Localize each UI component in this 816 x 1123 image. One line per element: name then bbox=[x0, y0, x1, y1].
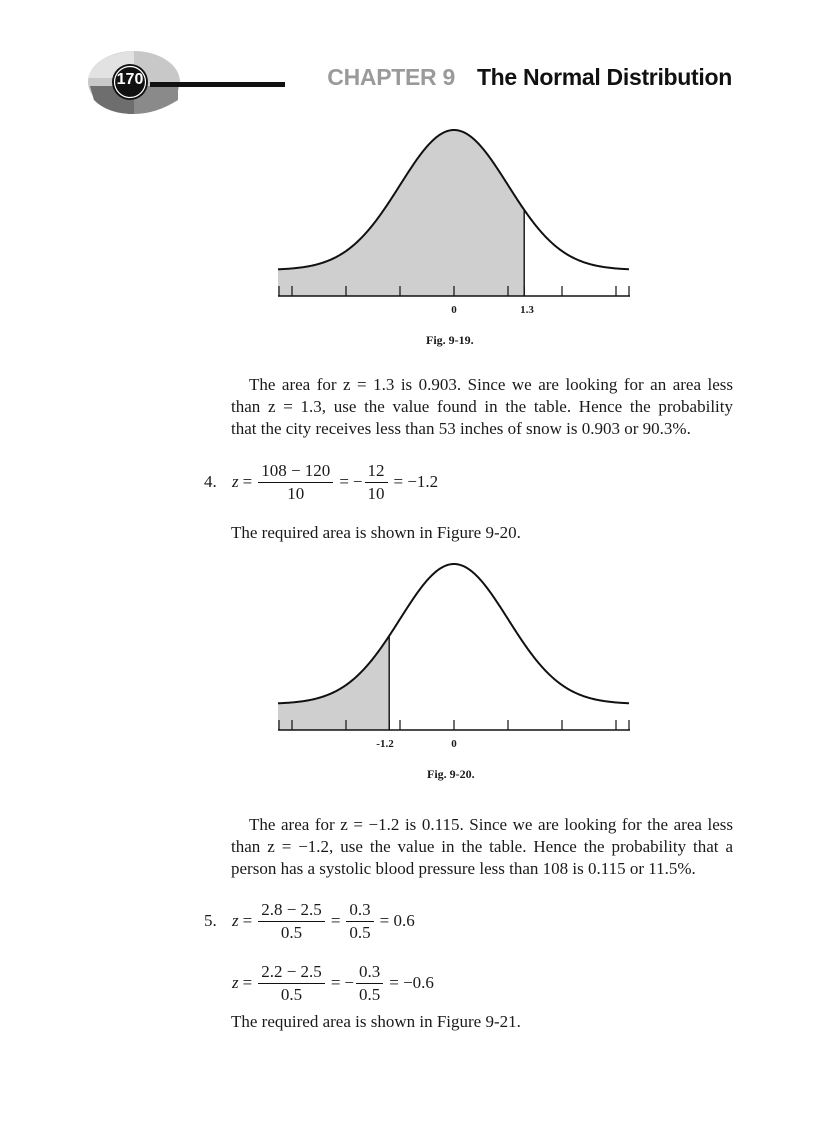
equation-5b bbox=[232, 958, 434, 1008]
paragraph-line: than z = 1.3, use the value found in the table. Hence the probability bbox=[231, 397, 733, 416]
figure-9-19 bbox=[278, 124, 630, 324]
fig20-tick-label-0: -1.2 bbox=[376, 738, 394, 750]
page-number: 170 bbox=[116, 71, 144, 88]
equation-result: = −1.2 bbox=[393, 472, 439, 491]
equation-op: = bbox=[242, 472, 253, 491]
equation-minus: − bbox=[344, 973, 354, 992]
denominator: 0.5 bbox=[349, 922, 371, 942]
normal-curve-fig-20 bbox=[278, 558, 630, 758]
paragraph-figure-9-20-ref: The required area is shown in Figure 9-20. bbox=[231, 523, 521, 542]
denominator: 0.5 bbox=[280, 922, 303, 942]
figure-caption-9-20: Fig. 9-20. bbox=[427, 767, 475, 781]
fraction bbox=[258, 901, 325, 942]
fraction bbox=[258, 963, 325, 1004]
numerator: 108 − 120 bbox=[258, 462, 333, 483]
numerator: 2.8 − 2.5 bbox=[258, 901, 325, 922]
fraction bbox=[356, 963, 383, 1004]
equation-op: = bbox=[330, 911, 341, 930]
denominator: 10 bbox=[367, 483, 385, 503]
equation-5a bbox=[204, 896, 415, 946]
numerator: 2.2 − 2.5 bbox=[258, 963, 325, 984]
denominator: 0.5 bbox=[280, 984, 303, 1004]
equation-number: 5. bbox=[204, 911, 217, 930]
equation-var: z bbox=[232, 973, 239, 992]
paragraph-line: than z = −1.2, use the value in the table. Hence the probability that a bbox=[231, 837, 733, 856]
figure-caption-9-19: Fig. 9-19. bbox=[426, 333, 474, 347]
equation-number: 4. bbox=[204, 472, 217, 491]
equation-var: z bbox=[232, 472, 239, 491]
paragraph-line: The area for z = 1.3 is 0.903. Since we are looking for an area less bbox=[249, 375, 733, 394]
paragraph-line: person has a systolic blood pressure less than 108 is 0.115 or 11.5%. bbox=[231, 859, 696, 878]
header-rule bbox=[150, 82, 285, 87]
denominator: 0.5 bbox=[359, 984, 381, 1004]
fraction bbox=[258, 462, 333, 503]
fig20-shaded-area bbox=[278, 636, 389, 730]
equation-op: = bbox=[242, 973, 253, 992]
paragraph-area-z-1-3 bbox=[231, 374, 733, 440]
equation-result: = −0.6 bbox=[389, 973, 434, 992]
fraction bbox=[365, 462, 388, 503]
paragraph-figure-9-21-ref: The required area is shown in Figure 9-21. bbox=[231, 1012, 521, 1031]
equation-minus: − bbox=[352, 472, 363, 491]
numerator: 0.3 bbox=[346, 901, 373, 922]
fig19-tick-label-0: 0 bbox=[451, 304, 457, 316]
chapter-label: CHAPTER 9 bbox=[327, 64, 455, 90]
equation-result: = 0.6 bbox=[379, 911, 415, 930]
numerator: 12 bbox=[365, 462, 388, 483]
denominator: 10 bbox=[287, 483, 305, 503]
fraction bbox=[346, 901, 373, 942]
equation-op: = bbox=[242, 911, 253, 930]
equation-op: = bbox=[330, 973, 341, 992]
fig19-tick-label-1: 1.3 bbox=[520, 304, 534, 316]
running-header bbox=[327, 64, 732, 91]
equation-4 bbox=[204, 457, 438, 507]
normal-curve-fig-19 bbox=[278, 124, 630, 324]
chapter-title: The Normal Distribution bbox=[476, 64, 732, 90]
equation-op: = bbox=[339, 472, 349, 491]
fig20-curve bbox=[278, 564, 629, 703]
paragraph-area-z-neg-1-2 bbox=[231, 814, 733, 880]
figure-9-20 bbox=[278, 558, 630, 758]
paragraph-line: that the city receives less than 53 inches of snow is 0.903 or 90.3%. bbox=[231, 419, 691, 438]
paragraph-line: The area for z = −1.2 is 0.115. Since we are looking for the area less bbox=[249, 815, 733, 834]
equation-var: z bbox=[232, 911, 239, 930]
numerator: 0.3 bbox=[356, 963, 383, 984]
fig20-tick-label-1: 0 bbox=[451, 738, 457, 750]
